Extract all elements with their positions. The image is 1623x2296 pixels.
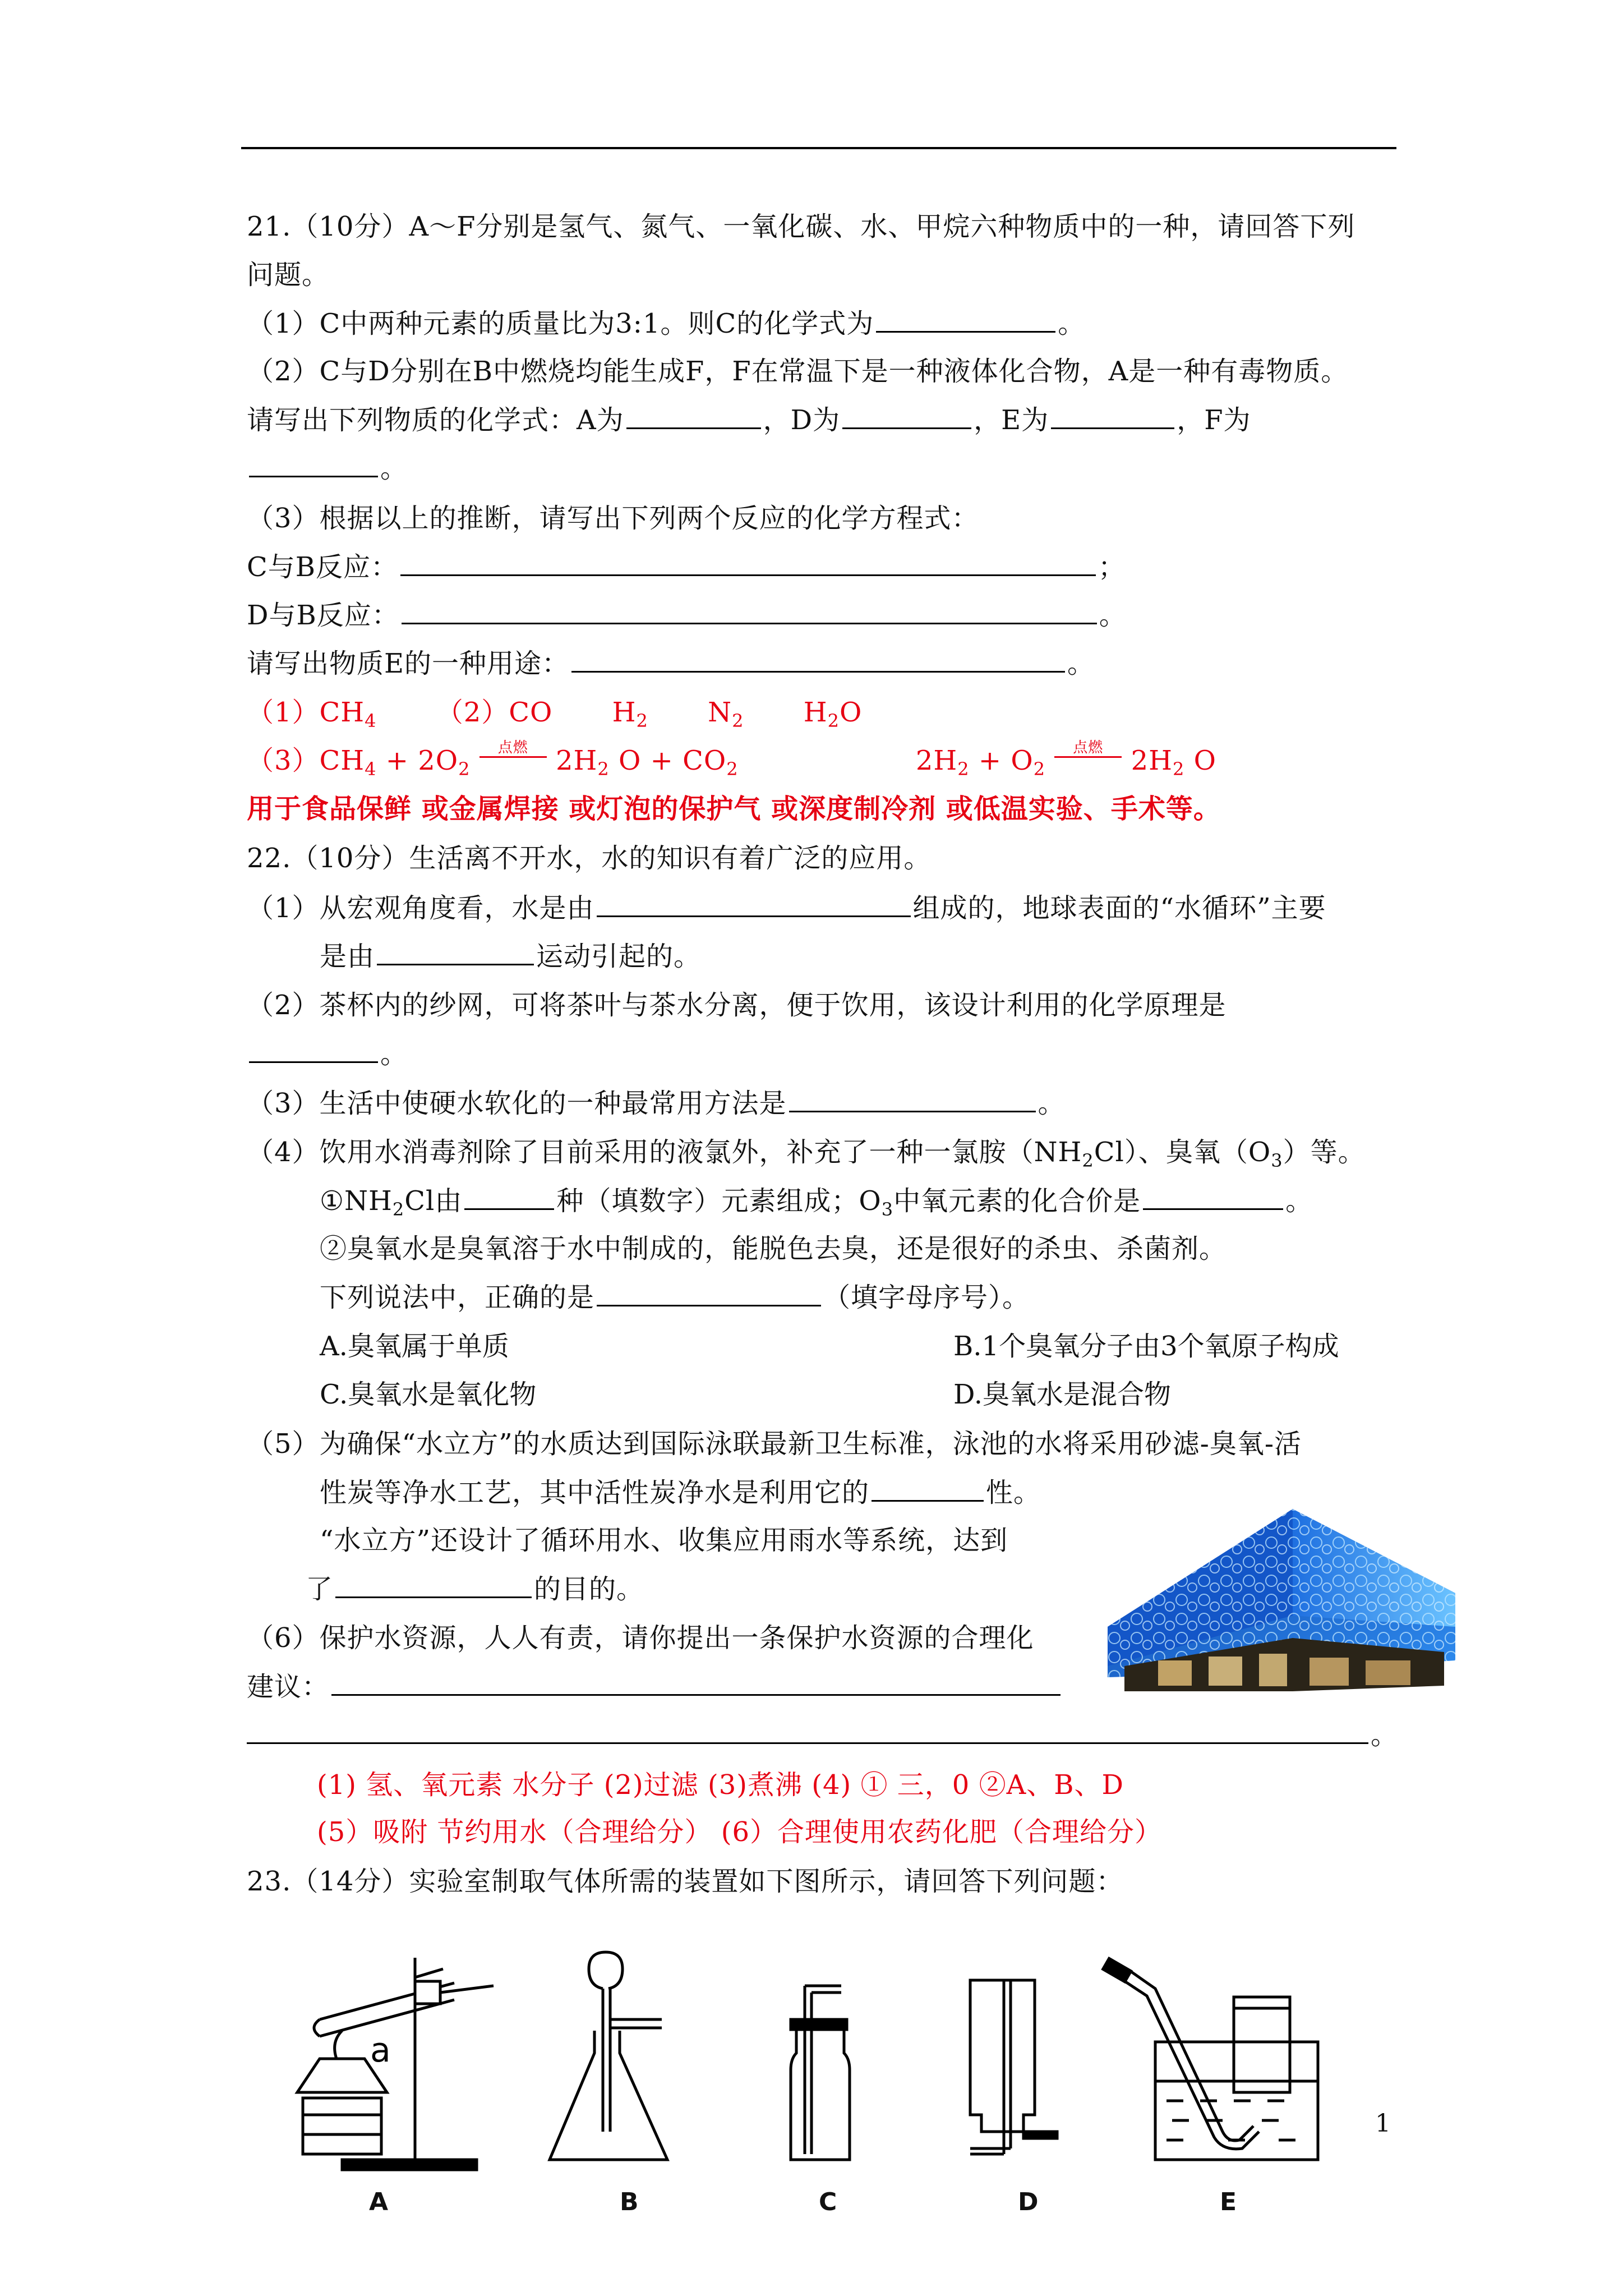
q21-answer-3: $(3)CH_4 + 2O_2$ 点燃 $2H_2$ $O + CO_2$ $2H_2 + O_2$ 点燃 $2H_2$ O — [247, 739, 1216, 780]
q22-answer-1: (1) 氢、氧元素 水分子 (2)过滤 (3)煮沸 (4) ① 三，0 ②A、B、D — [317, 1769, 1124, 1801]
q22-part2-line1: （2）茶杯内的纱网，可将茶叶与茶水分离，便于饮用，该设计利用的化学原理是 — [247, 990, 1227, 1021]
q21-part1: （1）C中两种元素的质量比为3:1。则C的化学式为 。 — [247, 306, 1085, 341]
apparatus-label-a-mark: a — [370, 2031, 391, 2070]
answer-blank — [400, 550, 1096, 576]
q22-part1-line1: （1）从宏观角度看，水是由 组成的，地球表面的“水循环”主要 — [247, 891, 1326, 925]
q21-answer-use: 用于食品保鲜 或金属焊接 或灯泡的保护气 或深度制冷剂 或低温实验、手术等。 — [247, 793, 1221, 825]
answer-blank — [1143, 1184, 1283, 1210]
reaction-condition: 点燃 — [479, 744, 547, 758]
q22-option-c: C.臭氧水是氧化物 — [320, 1379, 537, 1410]
answer-blank — [402, 598, 1097, 624]
answer-blank — [331, 1669, 1061, 1696]
apparatus-label-a: A — [369, 2188, 389, 2216]
q22-part2-line2: 。 — [247, 1037, 408, 1071]
apparatus-a — [297, 1958, 494, 2170]
q22-part4-line4: 下列说法中，正确的是 （填字母序号）。 — [320, 1280, 1030, 1314]
q22-part5-line4: 了 的目的。 — [306, 1572, 644, 1606]
q21-head-line2: 问题。 — [247, 259, 330, 291]
q22-part6-line3: 。 — [247, 1718, 1398, 1752]
answer-blank — [377, 939, 534, 965]
q22-part5-line1: （5）为确保“水立方”的水质达到国际泳联最新卫生标准，泳池的水将采用砂滤-臭氧-活 — [247, 1428, 1302, 1460]
apparatus-d — [970, 1980, 1057, 2154]
header-rule — [241, 147, 1396, 149]
q22-option-b: B.1个臭氧分子由3个氧原子构成 — [953, 1331, 1339, 1362]
q22-part5-line2: 性炭等净水工艺，其中活性炭净水是利用它的 性。 — [320, 1475, 1041, 1510]
apparatus-label-c: C — [819, 2188, 837, 2216]
q21-answer-1: $(1)CH_4$ （2）CO $H_2$ $N_2$ $H_2O$ — [247, 697, 863, 731]
q22-part5-line3: “水立方”还设计了循环用水、收集应用雨水等系统，达到 — [320, 1525, 1008, 1556]
q22-head: 22.（10分）生活离不开水，水的知识有着广泛的应用。 — [247, 843, 932, 874]
apparatus-b — [550, 1952, 667, 2160]
answer-blank — [249, 451, 378, 477]
answer-blank — [1051, 403, 1174, 429]
answer-blank — [789, 1086, 1036, 1112]
q22-part4-line1: （4）饮用水消毒剂除了目前采用的液氯外，补充了一种一氯胺$(NH_2Cl)$、臭氧$(O_3)$等。 — [247, 1137, 1366, 1171]
q21-part3-cb: C与B反应： ； — [247, 550, 1126, 584]
answer-blank — [876, 306, 1055, 333]
apparatus-label-d: D — [1018, 2188, 1039, 2216]
q21-part2-line2: 请写出下列物质的化学式：A为 ，D为 ，E为 ，F为 — [247, 403, 1251, 437]
reaction-condition: 点燃 — [1054, 744, 1122, 758]
answer-blank — [571, 646, 1065, 673]
apparatus-label-e: E — [1220, 2188, 1237, 2216]
answer-blank — [597, 1280, 821, 1306]
lab-apparatus-figure — [275, 1947, 1396, 2182]
answer-blank — [464, 1184, 554, 1210]
answer-blank — [335, 1572, 532, 1598]
answer-blank — [249, 1037, 378, 1063]
q22-part3: （3）生活中使硬水软化的一种最常用方法是 。 — [247, 1086, 1066, 1120]
apparatus-c — [791, 1986, 850, 2160]
answer-blank — [842, 403, 971, 429]
q21-part3: （3）根据以上的推断，请写出下列两个反应的化学方程式： — [247, 503, 979, 534]
page-number: 1 — [1375, 2109, 1391, 2138]
answer-blank — [597, 891, 911, 917]
q22-option-a: A.臭氧属于单质 — [320, 1331, 509, 1362]
answer-blank — [872, 1475, 984, 1502]
q23-head: 23.（14分）实验室制取气体所需的装置如下图所示，请回答下列问题： — [247, 1866, 1124, 1897]
q21-head-line1: 21.（10分）A～F分别是氢气、氮气、一氧化碳、水、甲烷六种物质中的一种，请回答下列 — [247, 211, 1355, 242]
q21-part2-line1: （2）C与D分别在B中燃烧均能生成F，F在常温下是一种液体化合物，A是一种有毒物质。 — [247, 356, 1349, 387]
q22-part4-line3: ②臭氧水是臭氧溶于水中制成的，能脱色去臭，还是很好的杀虫、杀菌剂。 — [320, 1233, 1227, 1264]
answer-blank — [626, 403, 761, 429]
q22-option-d: D.臭氧水是混合物 — [953, 1379, 1172, 1410]
q22-part1-line2: 是由 运动引起的。 — [320, 939, 701, 973]
water-cube-photo — [1108, 1498, 1455, 1700]
q22-part4-line2: $①NH_2Cl$由 种（填数字）元素组成；$O_3$中氧元素的化合价是 。 — [320, 1184, 1313, 1226]
q21-part2-line3: 。 — [247, 451, 408, 485]
q21-part3-db: D与B反应： 。 — [247, 598, 1127, 632]
q21-part3-e: 请写出物质E的一种用途： 。 — [247, 646, 1095, 680]
q22-part6-line2: 建议： — [247, 1669, 1063, 1704]
apparatus-label-b: B — [620, 2188, 639, 2216]
q22-part6-line1: （6）保护水资源，人人有责，请你提出一条保护水资源的合理化 — [247, 1622, 1034, 1654]
apparatus-e — [1103, 1958, 1318, 2160]
q22-answer-2: (5）吸附 节约用水（合理给分） (6）合理使用农药化肥（合理给分） — [317, 1816, 1163, 1848]
answer-blank — [247, 1718, 1368, 1744]
